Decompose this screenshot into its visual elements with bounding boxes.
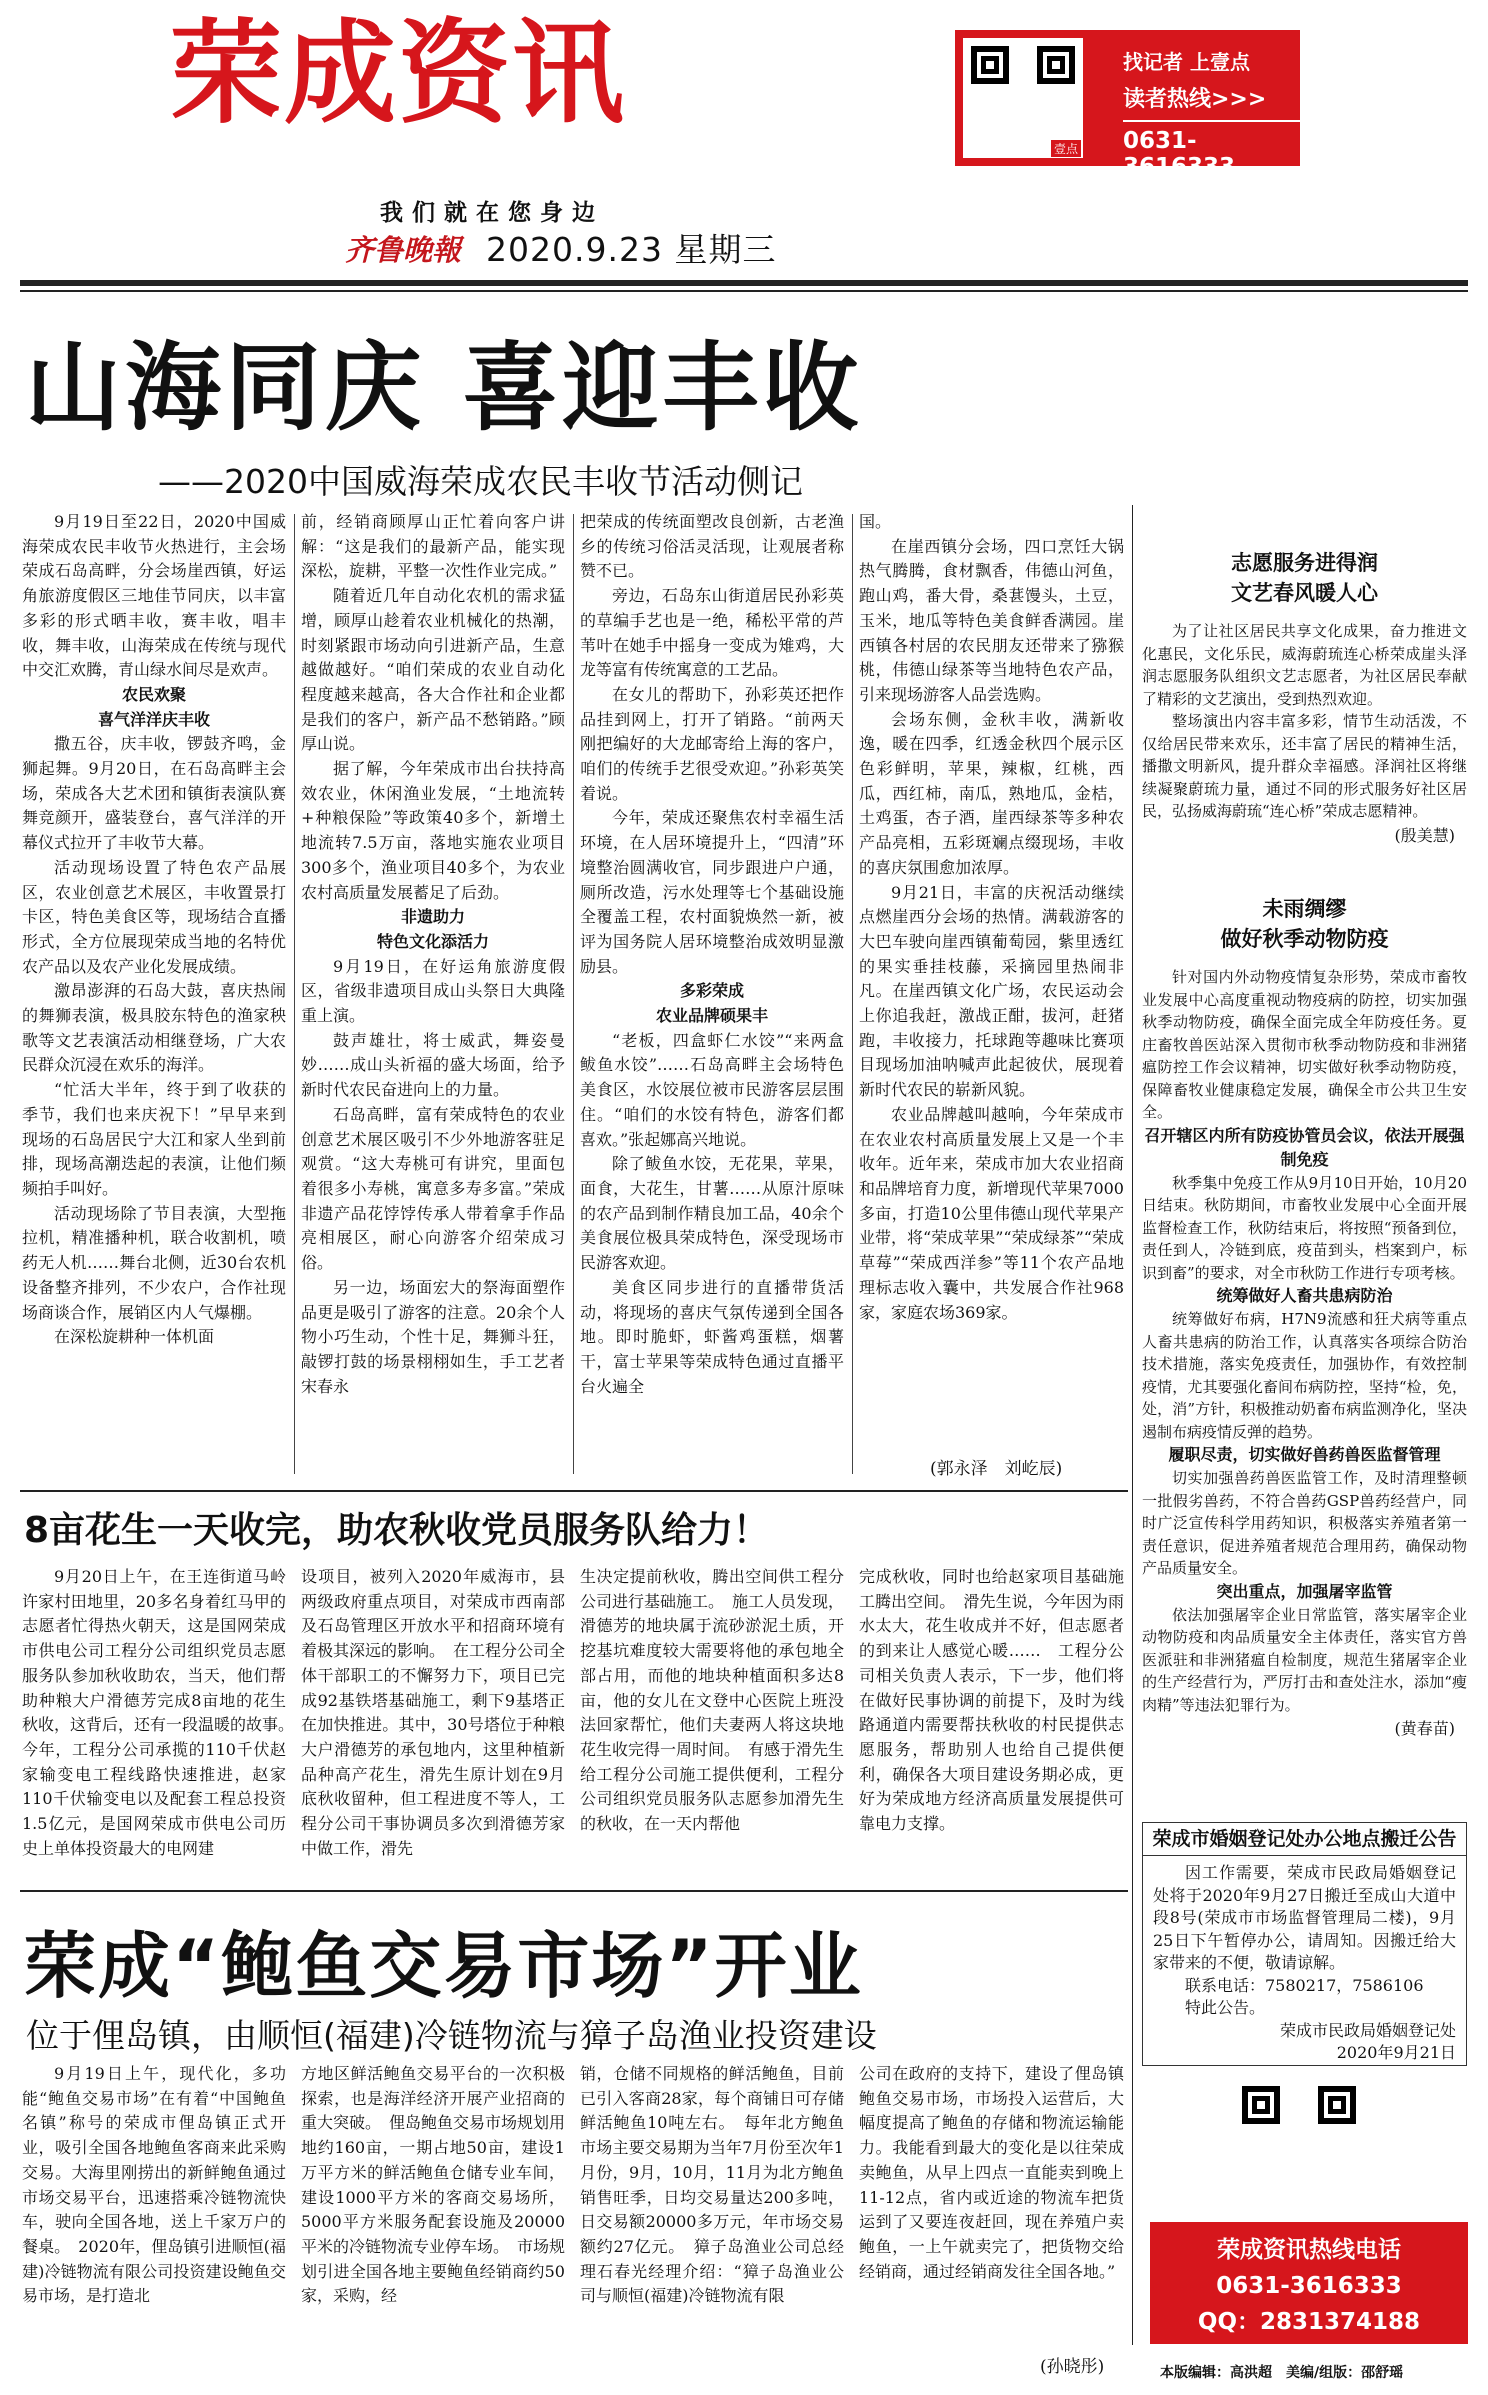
lead-subhead: 农民欢聚 xyxy=(121,684,186,704)
contact-line1: 找记者 上壹点 xyxy=(1123,50,1250,74)
notice-date: 2020年9月21日 xyxy=(1336,2043,1456,2062)
lead-paragraph: 活动现场除了节目表演，大型拖拉机，精准播种机，联合收割机，喷药无人机……舞台北侧，近30台农机设备整齐排列，不少农户，合作社现场商谈合作，展销区内人气爆棚。 xyxy=(22,1203,286,1322)
lead-subhead: 农业品牌硕果丰 xyxy=(655,1006,768,1026)
lead-paragraph: “老板，四盒虾仁水饺”“来两盒鲅鱼水饺”……石岛高畔主会场特色美食区，水饺展位被市民游客层层围住。“咱们的水饺有特色，游客们都喜欢。”张起娜高兴地说。 xyxy=(580,1030,844,1149)
side-title: 文艺春风暖人心 xyxy=(1231,581,1378,605)
contact-line2: 读者热线>>> xyxy=(1123,87,1267,112)
abalone-subheadline: 位于俚岛镇，由顺恒(福建)冷链物流与獐子岛渔业投资建设 xyxy=(26,2016,877,2055)
lead-paragraph: 今年，荣成还聚焦农村幸福生活环境，在人居环境提升上，“四清”环境整治圆满收官，同步跟进户户通，厕所改造，污水处理等七个基础设施全覆盖工程，农村面貌焕然一新，被评为国务院人居环境整治成效明显激励县。 xyxy=(580,808,844,976)
sidebar-divider xyxy=(1132,505,1133,2345)
app-tag: 壹点 xyxy=(1051,140,1081,157)
lead-paragraph: 农业品牌越叫越响，今年荣成市在农业农村高质量发展上又是一个丰收年。近年来，荣成市加大农业招商和品牌培育力度，新增现代苹果7000多亩，打造10公里伟德山现代苹果产业带，将“荣成苹果”“荣成绿茶”“荣成草莓”“荣成西洋参”等11个农产品地理标志收入囊中，共发展合作社968家，家庭农场369家。 xyxy=(859,1104,1124,1322)
notice-phones: 联系电话：7580217，7586106 xyxy=(1185,1975,1424,1995)
lead-subhead: 多彩荣成 xyxy=(679,981,744,1001)
lead-paragraph: 国。 xyxy=(859,512,892,531)
notice-body: 因工作需要，荣成市民政局婚姻登记处将于2020年9月27日搬迁至成山大道中段8号(荣成市市场监督管理局二楼)，9月25日下午暂停办公，请周知。因搬迁给大家带来的不便，敬请谅解。 xyxy=(1153,1863,1456,1972)
lead-paragraph: 鼓声雄壮，将士威武，舞姿曼妙……成山头祈福的盛大场面，给予新时代农民奋进向上的力量。 xyxy=(301,1030,565,1100)
notice-end: 特此公告。 xyxy=(1185,1998,1266,2017)
lead-byline: (郭永泽 刘屹辰) xyxy=(930,1459,1063,1479)
peanut-column-2: 设项目，被列入2020年威海市，县两级政府重点项目，对荣成市西南部及石岛管理区开放水平和招商环境有着极其深远的影响。 在工程分公司全体干部职工的不懈努力下，项目已完成92基铁塔基础施工，剩下9基塔正在加快推进。其中，30号塔位于种粮大户滑德芳的承包地内，这里种植新品种高产花生，滑先生原计划在9月底秋收留种，但工程进度不等人，工程分公司干事协调员多次到滑德芳家中做工作，滑先 xyxy=(301,1567,566,1858)
qr-code-icon xyxy=(1234,2078,1364,2208)
abalone-headline: 荣成“鲍鱼交易市场”开业 xyxy=(24,1924,863,2008)
abalone-column-4: 公司在政府的支持下，建设了俚岛镇鲍鱼交易市场，市场投入运营后，大幅度提高了鲍鱼的存储和物流运输能力。我能看到最大的变化是以往荣成卖鲍鱼，从早上四点一直能卖到晚上11-12点，省内或近途的物流车把货运到了又要连夜赶回，现在养殖户卖鲍鱼，一上午就卖完了，把货物交给经销商，通过经销商发往全国各地。” xyxy=(859,2064,1124,2281)
peanut-column-1: 9月20日上午，在王连街道马岭许家村田地里，20多名身着红马甲的志愿者忙得热火朝天，这是国网荣成市供电公司工程分公司组织党员志愿服务队参加秋收助农，当天，他们帮助种粮大户滑德芳完成8亩地的花生秋收，这背后，还有一段温暖的故事。 今年，工程分公司承揽的110千伏赵家输变电工程线路快速推进，赵家110千伏输变电以及配套工程总投资1.5亿元，是国网荣成市供电公司历史上单体投资最大的电网建 xyxy=(22,1567,303,1858)
side-text: 秋季集中免疫工作从9月10日开始，10月20日结束。秋防期间，市畜牧业发展中心全面开展监督检查工作，秋防结束后，将按照“预备到位，责任到人，冷链到底，疫苗到头，档案到户，标识到畜”的要求，对全市秋防工作进行专项考核。 xyxy=(1142,1173,1467,1282)
lead-paragraph: 在深松旋耕种一体机面 xyxy=(54,1327,215,1347)
lead-column-1 xyxy=(22,510,286,1480)
side-text: 切实加强兽药兽医监管工作，及时清理整顿一批假劣兽药，不符合兽药GSP兽药经营户，同时广泛宣传科学用药知识，积极落实养殖者第一责任意识，促进养殖者规范合理用药，确保动物产品质量安全。 xyxy=(1142,1469,1467,1577)
lead-paragraph: 9月21日，丰富的庆祝活动继续点燃崖西分会场的热情。满载游客的大巴车驶向崖西镇葡萄园，紫里透红的果实垂挂枝藤，采摘园里热闹非凡。在崖西镇文化广场，农民运动会上你追我赶，激战正酣，拔河，赶猪跑，丰收接力，托球跑等趣味比赛项目现场加油呐喊声此起彼伏，展现着新时代农民的崭新风貌。 xyxy=(859,882,1124,1100)
side-text: 整场演出内容丰富多彩，情节生动活泼，不仅给居民带来欢乐，还丰富了居民的精神生活，播撒文明新风，提升群众幸福感。泽润社区将继续凝聚蔚琉力量，通过不同的形式服务好社区居民，弘扬威海蔚琉“连心桥”荣成志愿精神。 xyxy=(1142,712,1467,820)
side-byline: (黄春苗) xyxy=(1394,1719,1455,1738)
side-subhead: 履职尽责，切实做好兽药兽医监督管理 xyxy=(1168,1445,1441,1464)
side-text: 依法加强屠宰企业日常监管，落实屠宰企业动物防疫和肉品质量安全主体责任，落实官方兽医派驻和非洲猪瘟自检制度，规范生猪屠宰企业的生产经营行为，严厉打击和查处注水，添加“瘦肉精”等违法犯罪行为。 xyxy=(1142,1605,1467,1714)
lead-paragraph: 另一边，场面宏大的祭海面塑作品更是吸引了游客的注意。20余个人物小巧生动，个性十足，舞狮斗狂，敲锣打鼓的场景栩栩如生，手工艺者宋春永 xyxy=(301,1277,565,1396)
lead-subheadline: ——2020中国威海荣成农民丰收节活动侧记 xyxy=(158,462,803,501)
lead-paragraph: 9月19日至22日，2020中国威海荣成农民丰收节火热进行，主会场荣成石岛高畔，分会场崖西镇，好运角旅游度假区三地佳节同庆，以丰富多彩的形式晒丰收，赛丰收，唱丰收，舞丰收，山海荣成在传统与现代中交汇欢腾，青山绿水间尽是欢声。 xyxy=(22,512,286,680)
contact-box xyxy=(955,30,1300,180)
side-title: 未雨绸缪 xyxy=(1262,897,1347,921)
lead-paragraph: 会场东侧，金秋丰收，满新收逸，暖在四季，红透金秋四个展示区色彩鲜明，苹果，辣椒，红桃，西瓜，西红柿，南瓜，熟地瓜，金桔，土鸡蛋，杏子酒，崖西绿茶等多种农产品亮相，五彩斑斓点缀现场，丰收的喜庆氛围愈加浓厚。 xyxy=(859,709,1124,877)
lead-column-3 xyxy=(580,510,844,1480)
side-title: 志愿服务进得润 xyxy=(1231,551,1378,575)
lead-paragraph: 据了解，今年荣成市出台扶持高效农业，休闲渔业发展，“土地流转+种粮保险”等政策40多个，新增土地流转7.5万亩，落地实施农业项目300多个，渔业项目40多个，为农业农村高质量发展蓄足了后劲。 xyxy=(301,759,565,902)
peanut-column-4: 完成秋收，同时也给赵家项目基础施工腾出空间。 滑先生说，今年因为雨水太大，花生收成并不好，但志愿者的到来让人感觉心暖…… 工程分公司相关负责人表示，下一步，他们将在做好民事协调的前提下，及时为线路通道内需要帮扶秋收的村民提供志愿服务，帮助别人也给自己提供便利，确保各大项目建设务期必成，更好为荣成地方经济高质量发展提供可靠电力支撑。 xyxy=(859,1567,1124,1834)
lead-paragraph: 随着近几年自动化农机的需求猛增，顾厚山趁着农业机械化的热潮，时刻紧跟市场动向引进新产品，生意越做越好。“咱们荣成的农业自动化程度越来越高，各大合作社和企业都是我们的客户，新产品不愁销路。”顾厚山说。 xyxy=(301,586,565,754)
hotline-box xyxy=(1150,2222,1468,2344)
hotline-qq: QQ：2831374188 xyxy=(1197,2309,1421,2335)
peanut-column-3: 生决定提前秋收，腾出空间供工程分公司进行基础施工。 施工人员发现，滑德芳的地块属于流砂淤泥土质，开挖基坑难度较大需要将他的承包地全部占用，而他的地块种植面积多达8亩，他的女儿在文登中心医院上班没法回家帮忙，他们夫妻两人将这块地花生收完得一周时间。 有感于滑先生给工程分公司施工提供便利，工程分公司组织党员服务队志愿参加滑先生的秋收，在一天内帮他 xyxy=(580,1567,845,1834)
masthead-title: 荣成资讯 xyxy=(170,9,626,139)
abalone-column-2: 方地区鲜活鲍鱼交易平台的一次积极探索，也是海洋经济开展产业招商的重大突破。 俚岛鲍鱼交易市场规划用地约160亩，一期占地50亩，建设1万平方米的鲜活鲍鱼仓储专业车间，建设1000平方米的客商交易场所，5000平方米服务配套设施及20000平米的冷链物流专业停车场。 市场规划引进全国各地主要鲍鱼经销商约50家，采购，经 xyxy=(301,2064,566,2306)
lead-paragraph: 9月19日，在好运角旅游度假区，省级非遗项目成山头祭日大典隆重上演。 xyxy=(301,956,565,1026)
section-rule xyxy=(20,1490,1128,1492)
lead-subhead: 非遗助力 xyxy=(400,907,465,927)
lead-paragraph: 在女儿的帮助下，孙彩英还把作品挂到网上，打开了销路。“前两天刚把编好的大龙邮寄给上海的客户，咱们的传统手艺很受欢迎。”孙彩英笑着说。 xyxy=(580,684,844,803)
side-subhead: 统筹做好人畜共患病防治 xyxy=(1216,1286,1393,1305)
lead-paragraph: 活动现场设置了特色农产品展区，农业创意艺术展区，丰收置景打卡区，特色美食区等，现场结合直播形式，全方位展现荣成当地的名特优农产品以及农产业化发展成绩。 xyxy=(22,857,286,976)
column-divider xyxy=(573,514,574,1474)
side-subhead: 突出重点，加强屠宰监管 xyxy=(1216,1581,1393,1601)
side-text: 为了让社区居民共享文化成果，奋力推进文化惠民，文化乐民，威海蔚琉连心桥荣成崖头泽润志愿服务队组织文艺志愿者，为社区居民奉献了精彩的文艺演出，受到热烈欢迎。 xyxy=(1142,622,1467,708)
abalone-column-1: 9月19日上午，现代化，多功能“鲍鱼交易市场”在有着“中国鲍鱼名镇”称号的荣成市俚岛镇正式开业，吸引全国各地鲍鱼客商来此采购交易。大海里刚捞出的新鲜鲍鱼通过市场交易平台，迅速搭乘冷链物流快车，驶向全国各地，送上千家万户的餐桌。 2020年，俚岛镇引进顺恒(福建)冷链物流有限公司投资建设鲍鱼交易市场，是打造北 xyxy=(22,2064,286,2306)
lead-paragraph: 激昂澎湃的石岛大鼓，喜庆热闹的舞狮表演，极具胶东特色的渔家秧歌等文艺表演活动相继登场，广大农民群众沉浸在欢乐的海洋。 xyxy=(22,981,286,1075)
column-divider xyxy=(294,514,295,1474)
side-title: 做好秋季动物防疫 xyxy=(1220,927,1389,951)
side-story-volunteer xyxy=(1142,548,1467,846)
notice-box xyxy=(1142,1822,1467,2066)
column-divider xyxy=(852,514,853,1474)
lead-headline: 山海同庆 喜迎丰收 xyxy=(25,332,863,444)
lead-paragraph: 除了鲅鱼水饺，无花果，苹果，面食，大花生，甘薯……从原汁原味的农产品到制作精良加工品，40余个美食展位极具荣成特色，深受现场市民游客欢迎。 xyxy=(580,1154,844,1273)
side-subhead: 召开辖区内所有防疫协管员会议，依法开展强制免疫 xyxy=(1144,1125,1465,1169)
section-rule xyxy=(20,1890,1128,1892)
lead-subhead: 喜气洋洋庆丰收 xyxy=(97,709,210,729)
lead-column-2 xyxy=(301,510,565,1480)
side-byline: (殷美慧) xyxy=(1394,825,1455,845)
lead-paragraph: 美食区同步进行的直播带货活动，将现场的喜庆气氛传递到全国各地。即时脆虾，虾酱鸡蛋糕，烟薯干，富士苹果等荣成特色通过直播平台火遍全 xyxy=(580,1277,844,1396)
masthead-slogan: 我们就在您身边 xyxy=(380,200,604,226)
lead-paragraph: 在崖西镇分会场，四口烹饪大锅热气腾腾，食材飘香，伟德山河鱼，跑山鸡，番大骨，桑葚馒头，土豆，玉米，地瓜等特色美食鲜香满园。崖西镇各村居的农民朋友还带来了猕猴桃，伟德山绿茶等当地特色农产品，引来现场游客人品尝选购。 xyxy=(859,536,1124,704)
masthead-rule-thin xyxy=(20,290,1468,292)
lead-paragraph: 把荣成的传统面塑改良创新，古老渔乡的传统习俗活灵活现，让观展者称赞不已。 xyxy=(580,512,844,581)
paper-logo: 齐鲁晚報 xyxy=(345,233,462,267)
lead-paragraph: 前，经销商顾厚山正忙着向客户讲解：“这是我们的最新产品，能实现深松，旋耕，平整一次性作业完成。” xyxy=(301,512,565,581)
hotline-phone: 0631-3616333 xyxy=(1216,2273,1402,2299)
lead-paragraph: 石岛高畔，富有荣成特色的农业创意艺术展区吸引不少外地游客驻足观赏。“这大寿桃可有讲究，里面包着很多小寿桃，寓意多寿多富。”荣成非遗产品花饽饽传承人带着拿手作品亮相展区，耐心向游客介绍荣成习俗。 xyxy=(301,1104,565,1273)
side-text: 统筹做好布病，H7N9流感和狂犬病等重点人畜共患病的防治工作，认真落实各项综合防治技术措施，落实免疫责任，加强协作，有效控制疫情，尤其要强化畜间布病防控，坚持“检，免，处，消”方针，积极推动奶畜布病监测净化，坚决遏制布病疫情反弹的趋势。 xyxy=(1142,1310,1467,1441)
abalone-column-3: 销，仓储不同规格的鲜活鲍鱼，目前已引入客商28家，每个商铺日可存储鲜活鲍鱼10吨左右。 每年北方鲍鱼市场主要交易期为当年7月份至次年1月份，9月，10月，11月为北方鲍鱼销售旺季，日均交易量达200多吨，日交易额20000多万元，年市场交易额约27亿元。 獐子岛渔业公司总经理石春光经理介绍：“獐子岛渔业公司与顺恒(福建)冷链物流有限 xyxy=(580,2064,844,2306)
lead-paragraph: “忙活大半年，终于到了收获的季节，我们也来庆祝下！”早早来到现场的石岛居民宁大江和家人坐到前排，现场高潮迭起的表演，让他们频频拍手叫好。 xyxy=(22,1080,286,1198)
contact-phone: 0631-3616333 xyxy=(1123,120,1300,180)
abalone-byline: (孙晓彤) xyxy=(1040,2357,1105,2377)
side-story-epidemic xyxy=(1142,894,1467,1739)
hotline-title: 荣成资讯热线电话 xyxy=(1217,2237,1401,2263)
lead-paragraph: 撒五谷，庆丰收，锣鼓齐鸣，金狮起舞。9月20日，在石岛高畔主会场，荣成各大艺术团和镇街表演队赛舞竞颜开，盛装登台，喜气洋洋的开幕仪式拉开了丰收节大幕。 xyxy=(22,734,286,853)
issue-date: 2020.9.23 星期三 xyxy=(486,230,777,269)
lead-paragraph: 旁边，石岛东山街道居民孙彩英的草编手艺也是一绝，稀松平常的芦苇叶在她手中摇身一变成为雉鸡，大龙等富有传统寓意的工艺品。 xyxy=(580,586,844,680)
notice-title: 荣成市婚姻登记处办公地点搬迁公告 xyxy=(1143,1823,1466,1856)
lead-column-4 xyxy=(859,510,1124,1460)
masthead-rule xyxy=(20,280,1468,286)
side-text: 针对国内外动物疫情复杂形势，荣成市畜牧业发展中心高度重视动物疫病的防控，切实加强秋季动物防疫，确保全面完成全年防疫任务。夏庄畜牧兽医站深入贯彻市秋季动物防疫和非洲猪瘟防控工作会议精神，切实做好秋季动物防疫，保障畜牧业健康稳定发展，确保全市公共卫生安全。 xyxy=(1142,968,1467,1121)
peanut-headline: 8亩花生一天收完，助农秋收党员服务队给力！ xyxy=(24,1510,770,1551)
notice-org: 荣成市民政局婚姻登记处 xyxy=(1279,2020,1456,2040)
lead-subhead: 特色文化添活力 xyxy=(376,931,489,951)
page-credits: 本版编辑：高洪超 美编/组版：邵舒瑶 xyxy=(1160,2365,1404,2381)
